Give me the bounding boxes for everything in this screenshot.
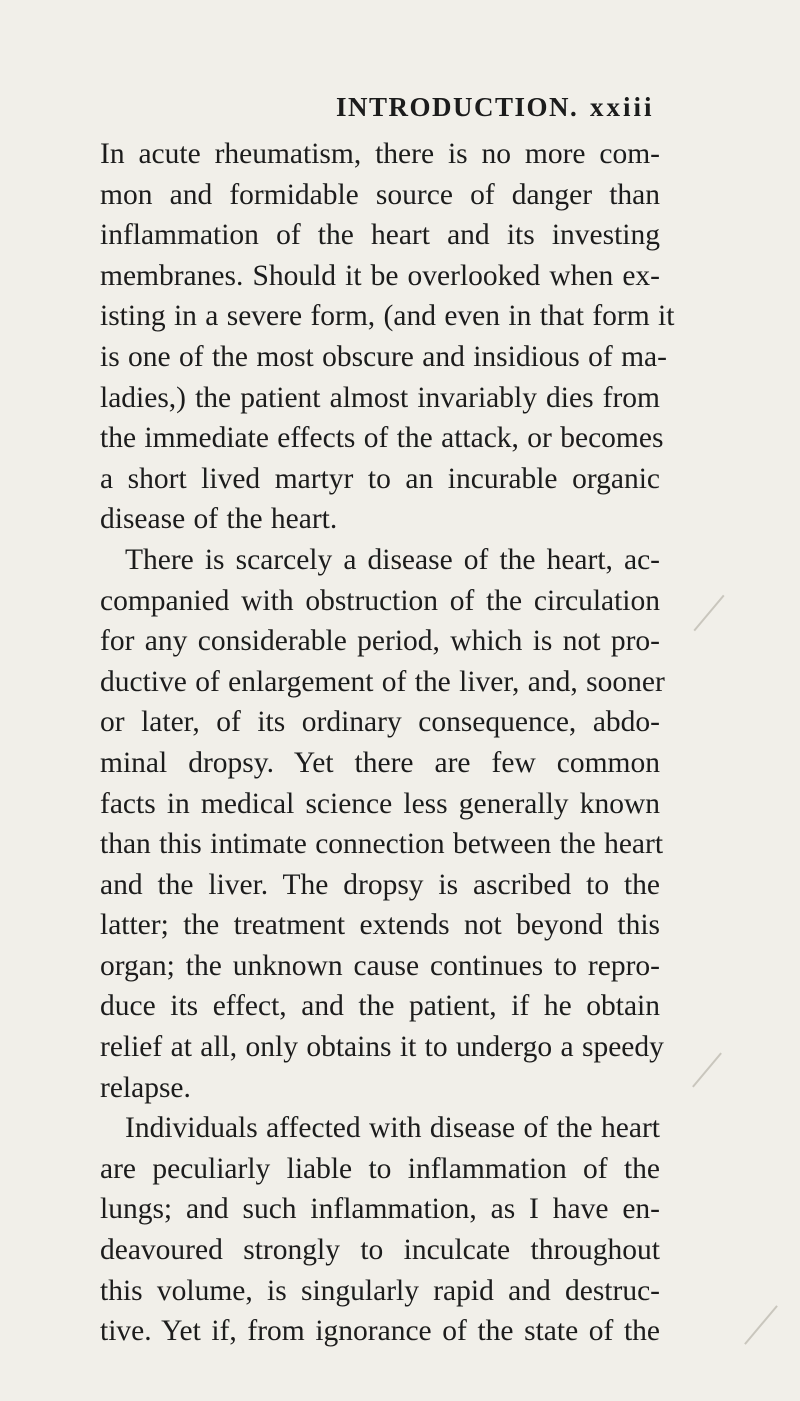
page-header [0,92,800,132]
text-line: minal dropsy. Yet there are few common [100,746,660,779]
text-line: latter; the treatment extends not beyond this [100,909,660,942]
text-line: inflammation of the heart and its investing [100,219,660,252]
text-line: disease of the heart. [100,503,338,536]
text-line: and the liver. The dropsy is ascribed to the [100,868,660,901]
text-line: a short lived martyr to an incurable organic [100,462,660,495]
text-line: the immediate effects of the attack, or becomes [100,422,664,455]
text-line: Individuals affected with disease of the heart [125,1112,660,1145]
paper-crease-mark [692,1053,722,1088]
text-line: In acute rheumatism, there is no more com- [100,138,660,170]
page-number: xxiii [590,92,655,122]
text-line: or later, of its ordinary consequence, abdo- [100,706,660,739]
text-line: is one of the most obscure and insidious of ma- [100,340,667,373]
text-line: duce its effect, and the patient, if he obtain [100,990,660,1023]
text-line: There is scarcely a disease of the heart, ac- [125,543,660,576]
text-line: organ; the unknown cause continues to repro- [100,949,660,982]
text-line: lungs; and such inflammation, as I have en- [100,1193,660,1226]
text-line: membranes. Should it be overlooked when ex- [100,259,660,292]
paper-crease-mark [744,1305,778,1345]
text-line: isting in a severe form, (and even in that form it [100,300,675,333]
running-head: INTRODUCTION. [336,92,579,122]
text-line: relapse. [100,1071,191,1104]
text-line: this volume, is singularly rapid and destruc- [100,1274,660,1307]
text-line: are peculiarly liable to inflammation of the [100,1152,660,1185]
text-line: ladies,) the patient almost invariably dies from [100,381,660,414]
text-line: facts in medical science less generally known [100,787,660,820]
text-line: ductive of enlargement of the liver, and, sooner [100,665,665,698]
text-line: relief at all, only obtains it to undergo a speedy [100,1031,664,1064]
text-line: tive. Yet if, from ignorance of the state of the [100,1315,660,1348]
text-line: companied with obstruction of the circulation [100,584,660,617]
body-text [100,134,675,1352]
text-line: mon and formidable source of danger than [100,178,660,211]
paper-crease-mark [693,595,724,632]
text-line: for any considerable period, which is not pro- [100,625,660,658]
text-line: deavoured strongly to inculcate throughout [100,1234,660,1267]
text-line: than this intimate connection between the heart [100,828,664,861]
